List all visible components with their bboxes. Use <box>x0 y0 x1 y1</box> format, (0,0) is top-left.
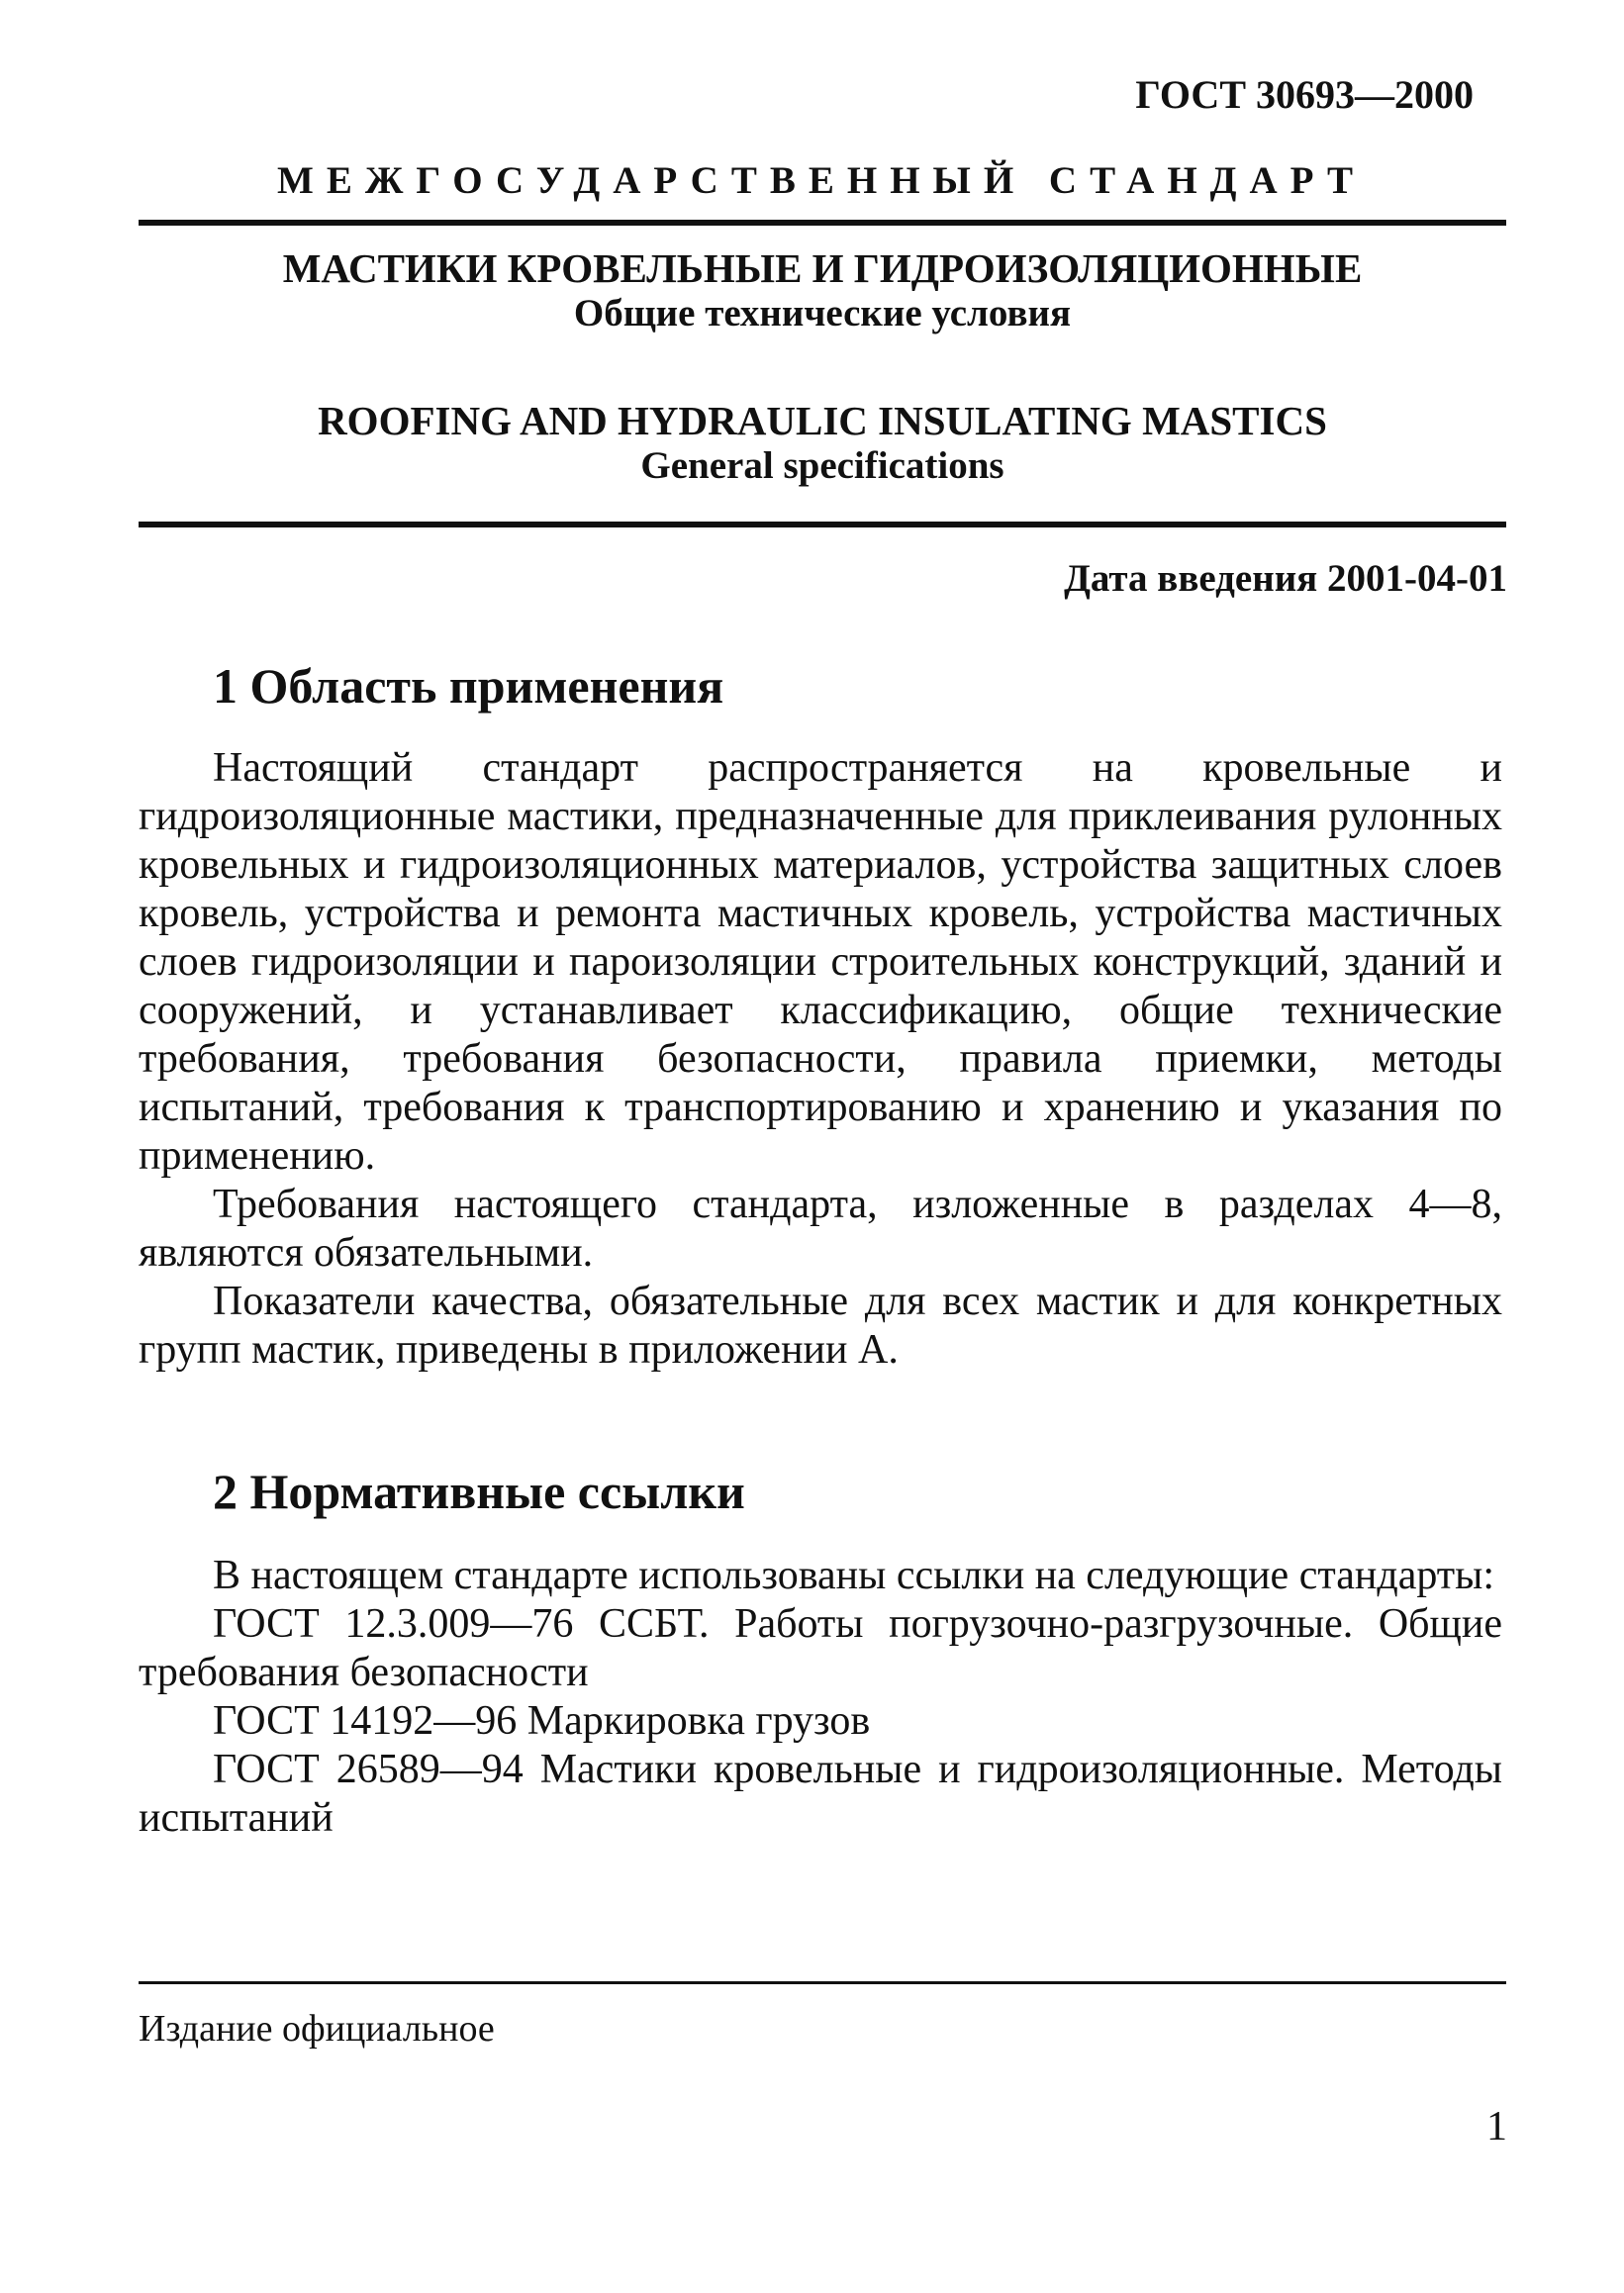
english-title-main: ROOFING AND HYDRAULIC INSULATING MASTICS <box>318 398 1327 443</box>
edition-note: Издание официальное <box>139 2008 495 2050</box>
english-title-sub: General specifications <box>640 444 1004 488</box>
document-code: ГОСТ 30693—2000 <box>1135 72 1474 117</box>
normative-reference: ГОСТ 12.3.009—76 ССБТ. Работы погрузочно-разгрузочные. Общие требования безопасности <box>139 1601 1502 1695</box>
russian-title-sub: Общие технические условия <box>573 292 1072 335</box>
section-1-body <box>139 744 1502 1375</box>
section-1-paragraph: Показатели качества, обязательные для всех мастик и для конкретных групп мастик, приведены в приложении А. <box>139 1279 1502 1373</box>
section-1-heading: 1 Область применения <box>213 658 724 714</box>
introduction-date: Дата введения 2001-04-01 <box>1064 557 1507 600</box>
standard-type-heading: МЕЖГОСУДАРСТВЕННЫЙ СТАНДАРТ <box>277 159 1366 202</box>
section-2-body <box>139 1552 1502 1843</box>
english-title <box>139 398 1506 489</box>
page-number: 1 <box>1486 2104 1507 2150</box>
russian-title <box>139 245 1506 336</box>
normative-reference: ГОСТ 26589—94 Мастики кровельные и гидроизоляционные. Методы испытаний <box>139 1747 1502 1841</box>
section-1-paragraph: Требования настоящего стандарта, изложенные в разделах 4—8, являются обязательными. <box>139 1182 1502 1276</box>
top-divider <box>139 220 1506 226</box>
footer-divider <box>139 1981 1506 1984</box>
section-2-heading: 2 Нормативные ссылки <box>213 1464 745 1519</box>
section-1-paragraph: Настоящий стандарт распространяется на кровельные и гидроизоляционные мастики, предназначенные для приклеивания рулонных кровельных и гидроизоляционных материалов, устройства защитных слоев кровель, устройства и ремонта мастичных кровель, устройства мастичных слоев гидроизоляции и пароизоляции строительных конструкций, зданий и сооружений, и устанавливает классификацию, общие технические требования, требования безопасности, правила приемки, методы испытаний, требования к транспортированию и хранению и указания по применению. <box>139 745 1502 1179</box>
normative-reference: ГОСТ 14192—96 Маркировка грузов <box>213 1698 871 1744</box>
section-2-paragraph: В настоящем стандарте использованы ссылки на следующие стандарты: <box>213 1553 1495 1598</box>
russian-title-main: МАСТИКИ КРОВЕЛЬНЫЕ И ГИДРОИЗОЛЯЦИОННЫЕ <box>282 245 1363 291</box>
title-divider <box>139 522 1506 527</box>
